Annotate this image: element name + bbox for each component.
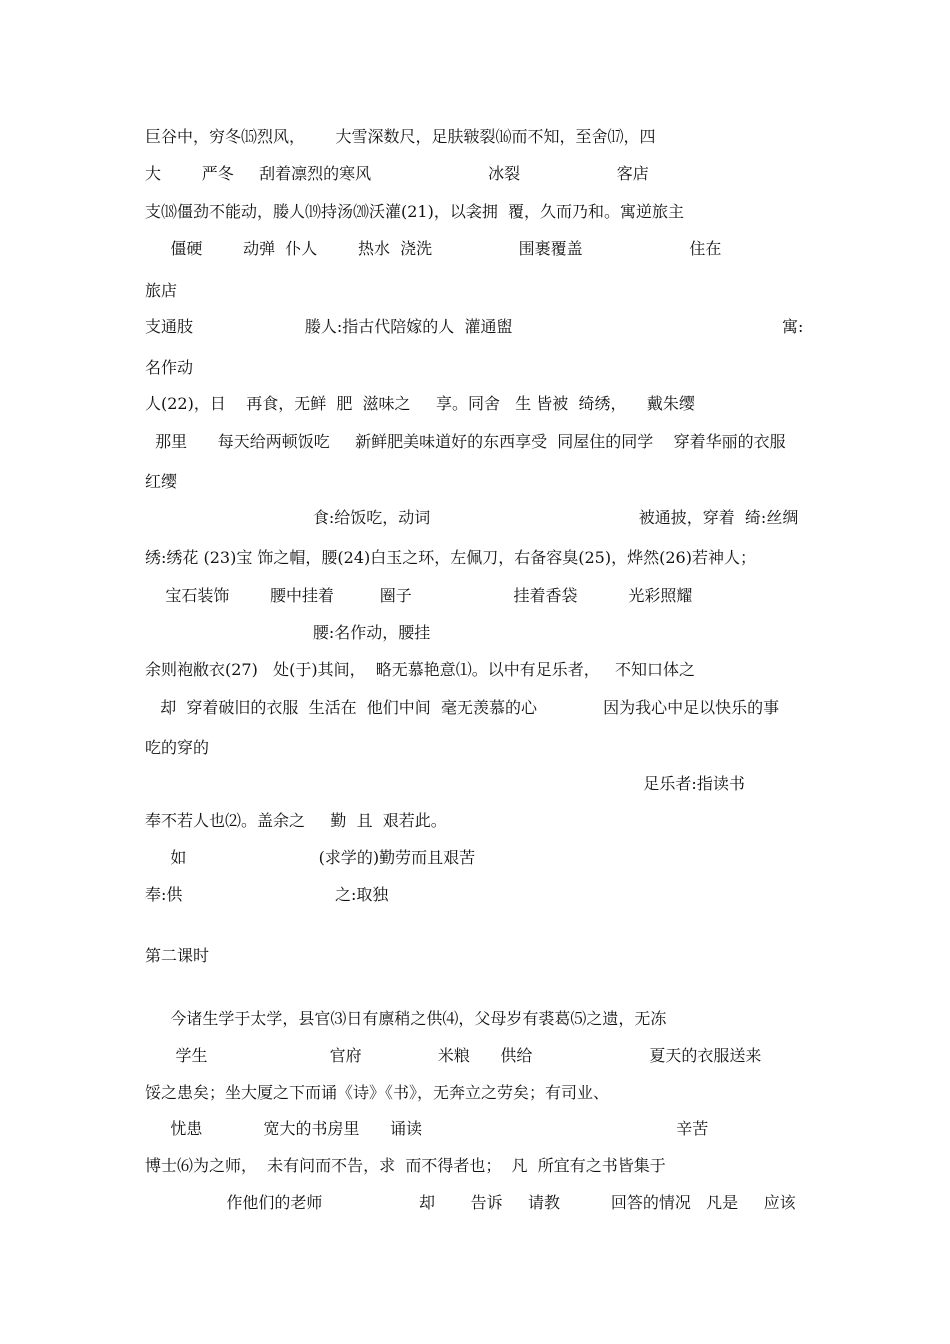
note-line-5: 足乐者:指读书: [145, 774, 745, 793]
text-line-4: 绣:绣花 (23)宝 饰之帽，腰(24)白玉之环，左佩刀，右备容臭(25)，烨然(26)若神人；: [145, 548, 756, 567]
text-line-5: 余则袍敝衣(27) 处(于)其间， 略无慕艳意⑴。以中有足乐者， 不知口体之: [145, 660, 696, 679]
text-line-1: 巨谷中，穷冬⒂烈风， 大雪深数尺，足肤皲裂⒃而不知，至舍⒄，四: [145, 127, 656, 146]
note-line-3: 食:给饭吃，动词 被通披，穿着 绮:丝绸: [145, 508, 799, 527]
note-line-4: 腰:名作动，腰挂: [145, 623, 431, 642]
annotation-line-7: 学生 官府 米粮 供给 夏天的衣服送来: [145, 1046, 762, 1065]
annotation-line-2b: 旅店: [145, 281, 178, 300]
annotation-line-5: 却 穿着破旧的衣服 生活在 他们中间 毫无羡慕的心 因为我心中足以快乐的事: [145, 698, 780, 717]
annotation-line-9: 作他们的老师 却 告诉 请教 回答的情况 凡是 应该: [145, 1193, 796, 1212]
annotation-line-4: 宝石装饰 腰中挂着 圈子 挂着香袋 光彩照耀: [145, 586, 693, 605]
annotation-line-3b: 红缨: [145, 472, 178, 491]
text-line-8: 馁之患矣；坐大厦之下而诵《诗》《书》，无奔立之劳矣；有司业、: [145, 1083, 610, 1102]
note-line-2b: 名作动: [145, 358, 194, 377]
annotation-line-6: 如 (求学的)勤劳而且艰苦: [145, 848, 476, 867]
annotation-line-2: 僵硬 动弹 仆人 热水 浇洗 围裹覆盖 住在: [145, 239, 722, 258]
annotation-line-5b: 吃的穿的: [145, 738, 210, 757]
section-heading: 第二课时: [145, 946, 210, 965]
annotation-line-1: 大 严冬 刮着凛烈的寒风 冰裂 客店: [145, 164, 649, 183]
annotation-line-8: 忧患 宽大的书房里 诵读 辛苦: [145, 1119, 709, 1138]
text-line-3: 人(22)，日 再食，无鲜 肥 滋味之 享。同舍 生 皆被 绮绣， 戴朱缨: [145, 394, 695, 413]
note-line-6: 奉:供 之:取独: [145, 885, 389, 904]
text-line-2: 支⒅僵劲不能动，媵人⒆持汤⒇沃灌(21)，以衾拥 覆，久而乃和。寓逆旅主: [145, 202, 685, 221]
text-line-6: 奉不若人也⑵。盖余之 勤 且 艰若此。: [145, 811, 447, 830]
text-line-9: 博士⑹为之师， 未有问而不告，求 而不得者也； 凡 所宜有之书皆集于: [145, 1156, 666, 1175]
note-line-2: 支通肢 媵人:指古代陪嫁的人 灌通盥 寓:: [145, 317, 804, 336]
text-line-7: 今诸生学于太学，县官⑶日有廪稍之供⑷，父母岁有裘葛⑸之遗，无冻: [145, 1009, 667, 1028]
annotation-line-3: 那里 每天给两顿饭吃 新鲜肥美味道好的东西享受 同屋住的同学 穿着华丽的衣服: [145, 432, 786, 451]
